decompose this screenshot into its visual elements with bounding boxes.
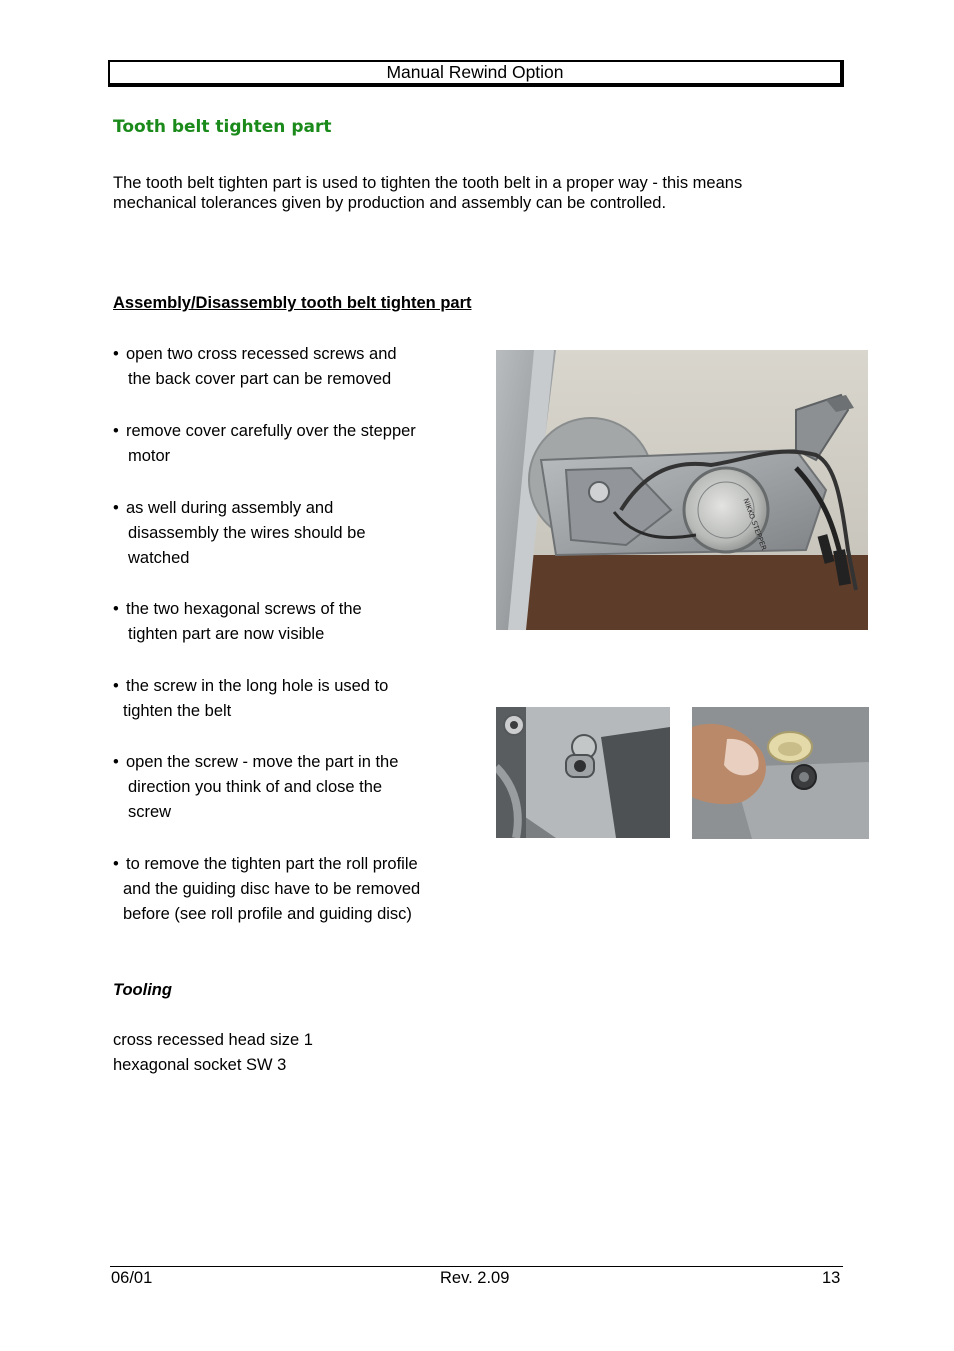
step-line: open the screw - move the part in the (126, 753, 399, 771)
bullet: • (113, 753, 119, 771)
footer-date: 06/01 (111, 1269, 153, 1287)
bullet: • (113, 677, 119, 695)
step-item (113, 597, 473, 647)
step-item (113, 496, 473, 571)
bullet: • (113, 600, 119, 618)
tooling-item: cross recessed head size 1 (113, 1031, 313, 1049)
step-line: screw (128, 803, 172, 821)
step-line: disassembly the wires should be (128, 524, 366, 542)
step-item (113, 342, 473, 392)
step-line: the back cover part can be removed (128, 370, 392, 388)
step-line: tighten the belt (123, 702, 232, 720)
step-line: the two hexagonal screws of the (126, 600, 362, 618)
header-box (108, 60, 844, 87)
bullet: • (113, 499, 119, 517)
assembly-heading: Assembly/Disassembly tooth belt tighten part (113, 294, 472, 312)
footer-page-number: 13 (822, 1269, 841, 1287)
bullet: • (113, 345, 119, 363)
tighten-part-photo (692, 707, 869, 839)
footer-revision: Rev. 2.09 (440, 1269, 510, 1287)
step-line: and the guiding disc have to be removed (123, 880, 421, 898)
bullet: • (113, 855, 119, 873)
step-line: before (see roll profile and guiding disc) (123, 905, 412, 923)
section-title: Tooth belt tighten part (113, 117, 332, 137)
step-line: watched (128, 549, 190, 567)
step-item (113, 674, 473, 724)
tooling-title: Tooling (113, 981, 172, 999)
footer-divider (110, 1266, 843, 1267)
step-line: open two cross recessed screws and (126, 345, 397, 363)
step-item (113, 852, 473, 927)
step-line: to remove the tighten part the roll profile (126, 855, 418, 873)
header-title: Manual Rewind Option (386, 62, 564, 82)
hex-screw-photo (496, 707, 670, 838)
step-line: direction you think of and close the (128, 778, 383, 796)
step-line: tighten part are now visible (128, 625, 325, 643)
intro-line-2: mechanical tolerances given by production and assembly can be controlled. (113, 194, 667, 212)
step-line: the screw in the long hole is used to (126, 677, 389, 695)
motor-label: NIKKO STEPPER (741, 497, 768, 552)
step-line: motor (128, 447, 171, 465)
step-line: remove cover carefully over the stepper (126, 422, 416, 440)
step-line: as well during assembly and (126, 499, 334, 517)
step-item (113, 750, 473, 825)
step-item (113, 419, 473, 469)
tooling-item: hexagonal socket SW 3 (113, 1056, 287, 1074)
intro-paragraph (113, 173, 833, 213)
bullet: • (113, 422, 119, 440)
intro-line-1: The tooth belt tighten part is used to tighten the tooth belt in a proper way - this means (113, 174, 743, 192)
stepper-motor-photo (496, 350, 868, 630)
